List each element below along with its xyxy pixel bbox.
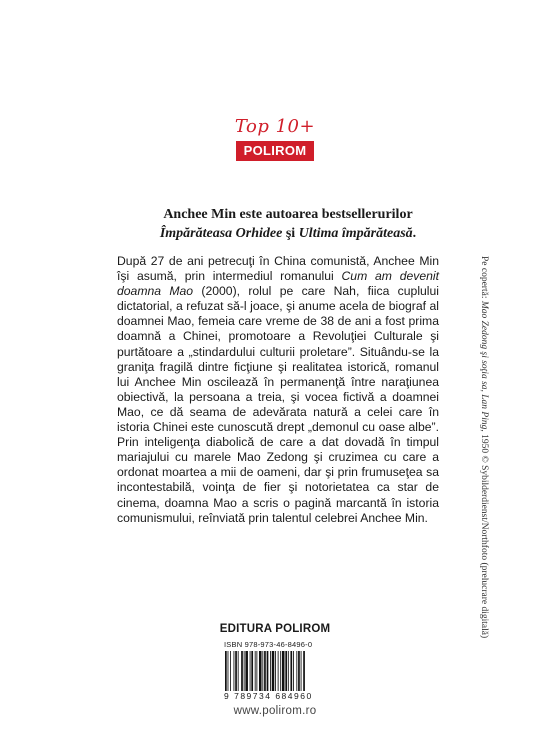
barcode-stripe: [288, 651, 289, 691]
barcode-stripe: [272, 651, 275, 691]
lead-titles: [118, 224, 458, 243]
barcode-stripe: [301, 651, 302, 691]
book-title-orhidee: Împărăteasa Orhidee: [159, 226, 283, 241]
barcode-stripe: [264, 651, 266, 691]
blurb-paragraph: [117, 254, 439, 526]
barcode-stripe: [255, 651, 256, 691]
barcode-stripe: [225, 651, 227, 691]
barcode-stripe: [241, 651, 243, 691]
barcode-digits: 9 789734 684960: [224, 691, 313, 701]
barcode-stripe: [275, 651, 276, 691]
lead-period: .: [412, 226, 417, 241]
barcode-stripe: [230, 651, 231, 691]
blurb-part-2: (2000), rolul pe care Nah, fiica cuplului dictatorial, a refuzat să-l joace, şi anume acela de biograf al doamnei Mao, femeia care vreme de 38 de ani a fost prima doamnă a Chinei, promotoare a Revoluţiei Culturale şi purtătoare a „stindardului culturii proletare”. Situându-se la graniţa fragilă dintre ficţiune şi realitatea istorică, romanul lui Anchee Min oscilează în permanenţă între naraţiunea obiectivă, la persoana a treia, şi vocea fictivă a doamnei Mao, ce dă seama de adevărata natură a celei care în istoria Chinei este cunoscută drept „demonul cu oase albe”. Prin inteligenţa diabolică de care a dat dovadă în timpul mariajului cu marele Mao Zedong şi cruzimea cu care a ordonat moartea a mii de oameni, dar şi prin frumuseţea sa incontestabilă, voinţa de fier şi notorietatea ca star de cinema, doamna Mao a scris o pagină marcantă în istoria comunismului, reînviată prin talentul celebrei Anchee Min.: [117, 284, 439, 525]
barcode-stripe: [244, 651, 245, 691]
cover-photo-credit: [479, 256, 489, 696]
barcode-stripe: [259, 651, 262, 691]
website-url: www.polirom.ro: [233, 705, 317, 717]
blurb-book-title: Cum am devenit doamna Mao: [117, 269, 439, 299]
footer-publisher: EDITURA POLIROM: [219, 623, 331, 635]
isbn-number: ISBN 978-973-46-8496-0: [224, 640, 313, 649]
barcode-stripe: [267, 651, 269, 691]
credit-photo-title: Mao Zedong şi soţia sa, Lan Ping: [479, 300, 489, 430]
barcode-stripe: [278, 651, 279, 691]
barcode-stripe: [285, 651, 287, 691]
credit-prefix: Pe copertă:: [479, 256, 489, 301]
series-logo: [232, 116, 318, 161]
blurb-text: [117, 254, 439, 526]
barcode-stripe: [298, 651, 300, 691]
barcode-stripe: [256, 651, 257, 691]
barcode-bars: [224, 651, 328, 691]
barcode-stripe: [270, 651, 271, 691]
lead-conjunction: şi: [282, 226, 299, 241]
barcode-stripe: [282, 651, 285, 691]
barcode-stripe: [234, 651, 235, 691]
barcode-stripe: [303, 651, 305, 691]
author-lead: [118, 205, 458, 243]
barcode-stripe: [251, 651, 253, 691]
barcode-stripe: [235, 651, 237, 691]
series-title: Top 10+: [234, 116, 316, 137]
barcode-stripe: [280, 651, 281, 691]
barcode-stripe: [238, 651, 239, 691]
barcode-stripe: [293, 651, 294, 691]
publisher-badge: POLIROM: [236, 141, 314, 161]
barcode-stripe: [228, 651, 229, 691]
barcode-stripe: [262, 651, 263, 691]
barcode-stripe: [245, 651, 248, 691]
book-title-ultima: Ultima împărăteasă: [298, 226, 413, 241]
barcode-stripe: [290, 651, 292, 691]
barcode-stripe: [296, 651, 297, 691]
lead-line: Anchee Min este autoarea bestsellerurilor: [163, 207, 413, 222]
blurb-part-1: După 27 de ani petrecuţi în China comunistă, Anchee Min îşi asumă, prin intermediul romanului: [117, 254, 439, 284]
isbn-barcode: [224, 640, 328, 702]
barcode-stripe: [250, 651, 251, 691]
credit-rest: , 1950 © Sybilderdienst/Northfoto (prelucrare digitală): [479, 429, 489, 639]
